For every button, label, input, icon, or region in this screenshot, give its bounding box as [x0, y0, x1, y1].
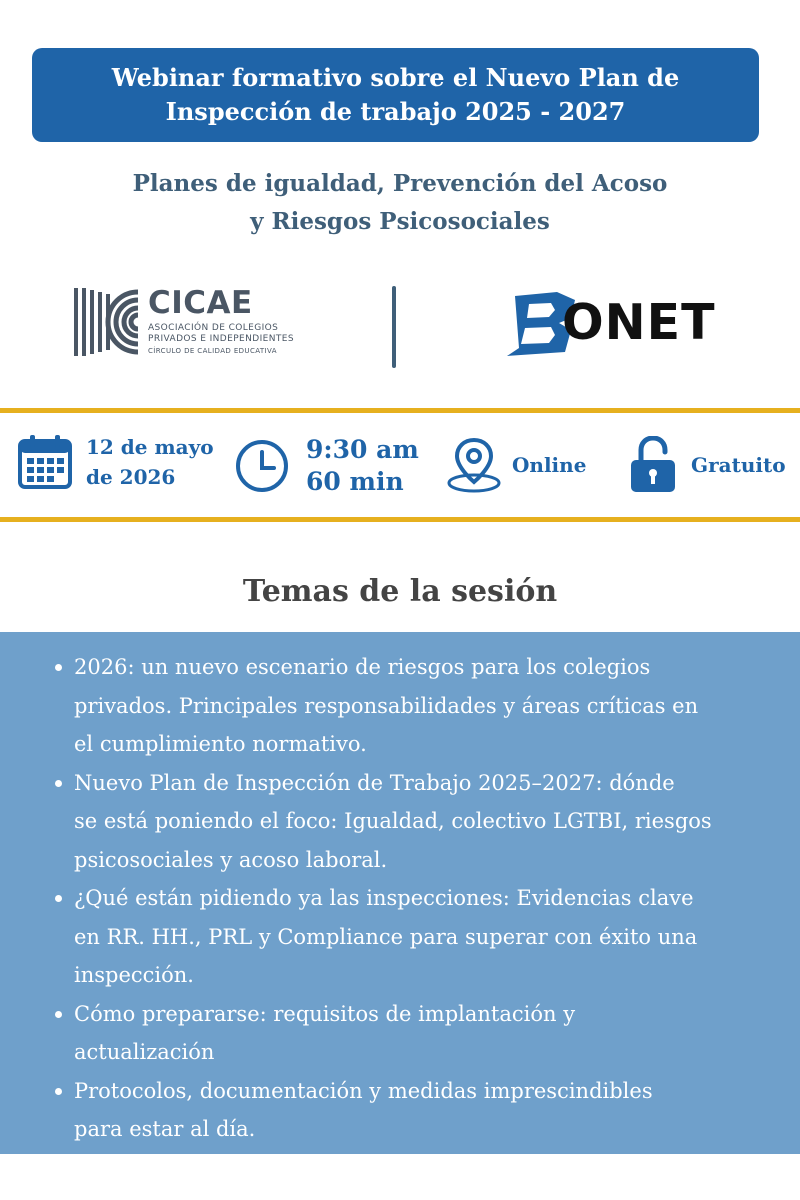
header-banner	[32, 48, 759, 142]
banner-title-line-2: Inspección de trabajo 2025 - 2027	[165, 97, 626, 126]
topic-2-line-3: psicosociales y acoso laboral.	[74, 847, 388, 872]
topic-2-line-1: Nuevo Plan de Inspección de Trabajo 2025–2027: dónde	[74, 770, 675, 795]
cicae-tagline-3: CÍRCULO DE CALIDAD EDUCATIVA	[148, 347, 277, 355]
clock-icon	[234, 438, 290, 494]
logo-divider	[392, 286, 396, 368]
calendar-icon	[18, 433, 72, 491]
banner-title-line-1: Webinar formativo sobre el Nuevo Plan de	[111, 63, 680, 92]
time-text	[306, 434, 419, 498]
bonet-wordmark: ONET	[562, 294, 716, 351]
topics-list	[0, 632, 800, 1149]
date-text	[86, 432, 214, 492]
topic-5-line-1: Protocolos, documentación y medidas imprescindibles	[74, 1078, 653, 1103]
topic-4-line-2: actualización	[74, 1040, 215, 1064]
topic-5-line-2: para estar al día.	[74, 1117, 256, 1141]
topic-item	[74, 995, 760, 1072]
topic-4-line-1: Cómo prepararse: requisitos de implantación y	[74, 1001, 576, 1026]
topics-heading: Temas de la sesión	[242, 574, 558, 609]
bottom-gold-rule	[0, 517, 800, 522]
mode-text: Online	[512, 453, 587, 477]
event-price	[629, 436, 786, 494]
date-line-1: 12 de mayo	[86, 435, 214, 459]
time-line-2: 60 min	[306, 467, 404, 496]
event-mode	[445, 436, 586, 494]
webinar-subtitle	[0, 165, 800, 241]
topic-item	[74, 879, 760, 995]
date-line-2: de 2026	[86, 465, 176, 489]
cicae-wordmark: CICAE	[148, 285, 253, 321]
cicae-logo	[74, 286, 304, 358]
topic-item	[74, 1072, 760, 1149]
topic-1-line-3: el cumplimiento normativo.	[74, 732, 367, 756]
topic-3-line-3: inspección.	[74, 963, 194, 987]
topic-3-line-2: en RR. HH., PRL y Compliance para superar con éxito una	[74, 924, 698, 949]
event-date	[18, 432, 214, 492]
topic-2-line-2: se está poniendo el foco: Igualdad, colectivo LGTBI, riesgos	[74, 809, 712, 833]
cicae-emblem-icon	[74, 288, 138, 356]
topics-panel	[0, 632, 800, 1154]
unlocked-padlock-icon	[629, 436, 677, 494]
topic-1-line-2: privados. Principales responsabilidades y áreas críticas en	[74, 693, 699, 718]
subtitle-line-1: Planes de igualdad, Prevención del Acoso	[132, 170, 668, 197]
topic-item	[74, 648, 760, 764]
cicae-tagline-1: ASOCIACIÓN DE COLEGIOS	[148, 323, 279, 333]
location-pin-icon	[445, 436, 503, 494]
time-line-1: 9:30 am	[306, 435, 419, 464]
price-text: Gratuito	[691, 453, 786, 477]
top-gold-rule	[0, 408, 800, 413]
subtitle-line-2: y Riesgos Psicosociales	[250, 208, 550, 235]
cicae-tagline-2: PRIVADOS E INDEPENDIENTES	[148, 334, 294, 344]
event-time	[234, 434, 419, 498]
bonet-logo	[505, 290, 745, 356]
topic-1-line-1: 2026: un nuevo escenario de riesgos para los colegios	[74, 655, 651, 679]
topic-item	[74, 764, 760, 880]
topic-3-line-1: ¿Qué están pidiendo ya las inspecciones: Evidencias clave	[74, 886, 694, 910]
